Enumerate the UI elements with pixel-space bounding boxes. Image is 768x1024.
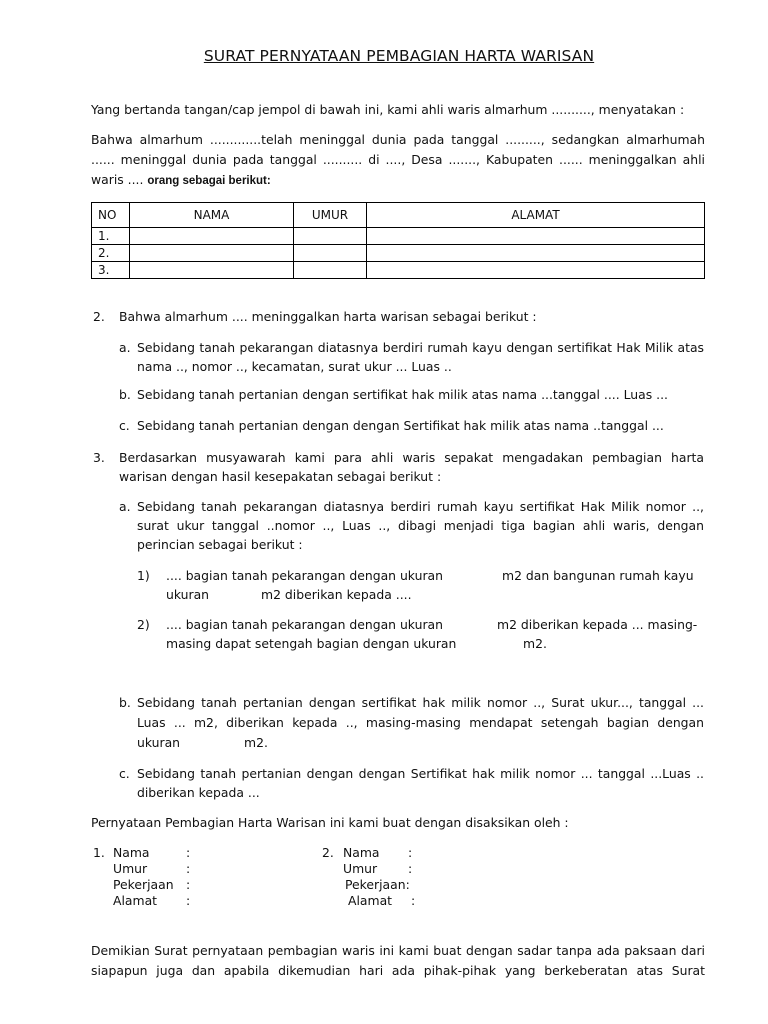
item-1-line-1b: m2 dan bangunan rumah kayu — [502, 568, 694, 583]
item-1-line-2a: ukuran — [166, 587, 210, 602]
item-2-line-1a: .... bagian tanah pekarangan dengan ukuran — [166, 617, 443, 632]
table-row — [92, 228, 705, 245]
section-3a-line-3: perincian sebagai berikut : — [137, 537, 303, 552]
heirs-table — [91, 202, 705, 279]
section-3a-label: a. — [119, 499, 131, 514]
table-header-nama: NAMA — [130, 203, 294, 228]
section-2c-label: c. — [119, 418, 130, 433]
item-2-line-1b: m2 diberikan kepada ... masing- — [497, 617, 698, 632]
witness-2-nama-colon: : — [408, 845, 413, 860]
section-3a-line-2: surat ukur tanggal ..nomor .., Luas .., dibagi menjadi tiga bagian ahli waris, dengan — [137, 518, 704, 533]
table-header-no: NO — [92, 203, 130, 228]
section-3b-label: b. — [119, 695, 131, 710]
witness-2-alamat-colon: : — [411, 893, 416, 908]
section-3b-line-2: Luas ... m2, diberikan kepada .., masing-masing mendapat setengah bagian dengan — [137, 715, 704, 730]
section-3c-line-1: Sebidang tanah pertanian dengan dengan Sertifikat hak milik nomor ... tanggal ...Luas .. — [137, 766, 704, 781]
section-3b-line-1: Sebidang tanah pertanian dengan sertifikat hak milik nomor .., Surat ukur..., tanggal ... — [137, 695, 704, 710]
closing-line-1: Demikian Surat pernyataan pembagian waris ini kami buat dengan sadar tanpa ada paksaan dari — [91, 943, 705, 958]
table-row — [92, 245, 705, 262]
paragraph-1-line-3-text: waris .... — [91, 172, 144, 187]
witness-2-pekerjaan-label: Pekerjaan: — [345, 877, 410, 892]
section-2a-label: a. — [119, 340, 131, 355]
table-header-row — [92, 203, 705, 228]
table-cell-no: 3. — [92, 262, 130, 279]
table-cell-umur — [294, 245, 367, 262]
witness-statement: Pernyataan Pembagian Harta Warisan ini kami buat dengan disaksikan oleh : — [91, 815, 569, 830]
table-cell-alamat — [367, 245, 705, 262]
section-3-line-2: warisan dengan hasil kesepakatan sebagai berikut : — [119, 469, 442, 484]
section-3-line-1: Berdasarkan musyawarah kami para ahli waris sepakat mengadakan pembagian harta — [119, 450, 704, 465]
section-2b-text: Sebidang tanah pertanian dengan sertifikat hak milik atas nama ...tanggal .... Luas ... — [137, 387, 668, 402]
item-2-label: 2) — [137, 617, 150, 632]
item-1-line-1a: .... bagian tanah pekarangan dengan ukuran — [166, 568, 443, 583]
section-3c-line-2: diberikan kepada ... — [137, 785, 260, 800]
section-3-number: 3. — [93, 450, 105, 465]
section-2-text: Bahwa almarhum .... meninggalkan harta warisan sebagai berikut : — [119, 309, 537, 324]
table-cell-no: 1. — [92, 228, 130, 245]
witness-1-number: 1. — [93, 845, 105, 860]
table-cell-nama — [130, 262, 294, 279]
table-row — [92, 262, 705, 279]
section-3b-line-3b: m2. — [244, 735, 268, 750]
witness-2-nama-label: Nama — [343, 845, 380, 860]
section-2a-line-1: Sebidang tanah pekarangan diatasnya berdiri rumah kayu dengan sertifikat Hak Milik atas — [137, 340, 704, 355]
witness-2-umur-colon: : — [408, 861, 413, 876]
paragraph-1-line-1: Bahwa almarhum .............telah meninggal dunia pada tanggal ........., sedangkan almarhumah — [91, 132, 705, 147]
witness-1-umur-colon: : — [186, 861, 191, 876]
table-cell-alamat — [367, 262, 705, 279]
witness-1-alamat-label: Alamat — [113, 893, 158, 908]
closing-line-2: siapapun juga dan apabila dikemudian hari ada pihak-pihak yang berkeberatan atas Surat — [91, 963, 705, 978]
section-3b-line-3a: ukuran — [137, 735, 181, 750]
witness-2-alamat-label: Alamat — [348, 893, 393, 908]
table-cell-nama — [130, 228, 294, 245]
document-title: SURAT PERNYATAAN PEMBAGIAN HARTA WARISAN — [203, 47, 595, 65]
item-2-line-2b: m2. — [523, 636, 547, 651]
witness-2-umur-label: Umur — [343, 861, 378, 876]
witness-1-pekerjaan-label: Pekerjaan — [113, 877, 174, 892]
section-2c-text: Sebidang tanah pertanian dengan dengan Sertifikat hak milik atas nama ..tanggal ... — [137, 418, 664, 433]
witness-1-nama-label: Nama — [113, 845, 150, 860]
table-cell-no: 2. — [92, 245, 130, 262]
paragraph-1-line-3-bold: orang sebagai berikut: — [147, 175, 271, 187]
witness-1-umur-label: Umur — [113, 861, 148, 876]
table-header-alamat: ALAMAT — [367, 203, 705, 228]
table-header-umur: UMUR — [294, 203, 367, 228]
item-1-line-2b: m2 diberikan kepada .... — [261, 587, 412, 602]
item-1-label: 1) — [137, 568, 150, 583]
table-cell-umur — [294, 262, 367, 279]
table-cell-alamat — [367, 228, 705, 245]
witness-2-number: 2. — [322, 845, 334, 860]
witness-1-alamat-colon: : — [186, 893, 191, 908]
intro-text: Yang bertanda tangan/cap jempol di bawah ini, kami ahli waris almarhum .........., menyatakan : — [91, 102, 685, 117]
section-2b-label: b. — [119, 387, 131, 402]
section-3a-line-1: Sebidang tanah pekarangan diatasnya berdiri rumah kayu sertifikat Hak Milik nomor .., — [137, 499, 704, 514]
item-2-line-2a: masing dapat setengah bagian dengan ukuran — [166, 636, 457, 651]
paragraph-1-line-3 — [91, 170, 271, 191]
witness-1-pekerjaan-colon: : — [186, 877, 191, 892]
witness-1-nama-colon: : — [186, 845, 191, 860]
section-2a-line-2: nama .., nomor .., kecamatan, surat ukur ... Luas .. — [137, 359, 452, 374]
paragraph-1-line-2: ...... meninggal dunia pada tanggal .......... di ...., Desa ......., Kabupaten ...... meninggalkan ahli — [91, 152, 705, 167]
table-cell-umur — [294, 228, 367, 245]
table-cell-nama — [130, 245, 294, 262]
section-2-number: 2. — [93, 309, 105, 324]
section-3c-label: c. — [119, 766, 130, 781]
